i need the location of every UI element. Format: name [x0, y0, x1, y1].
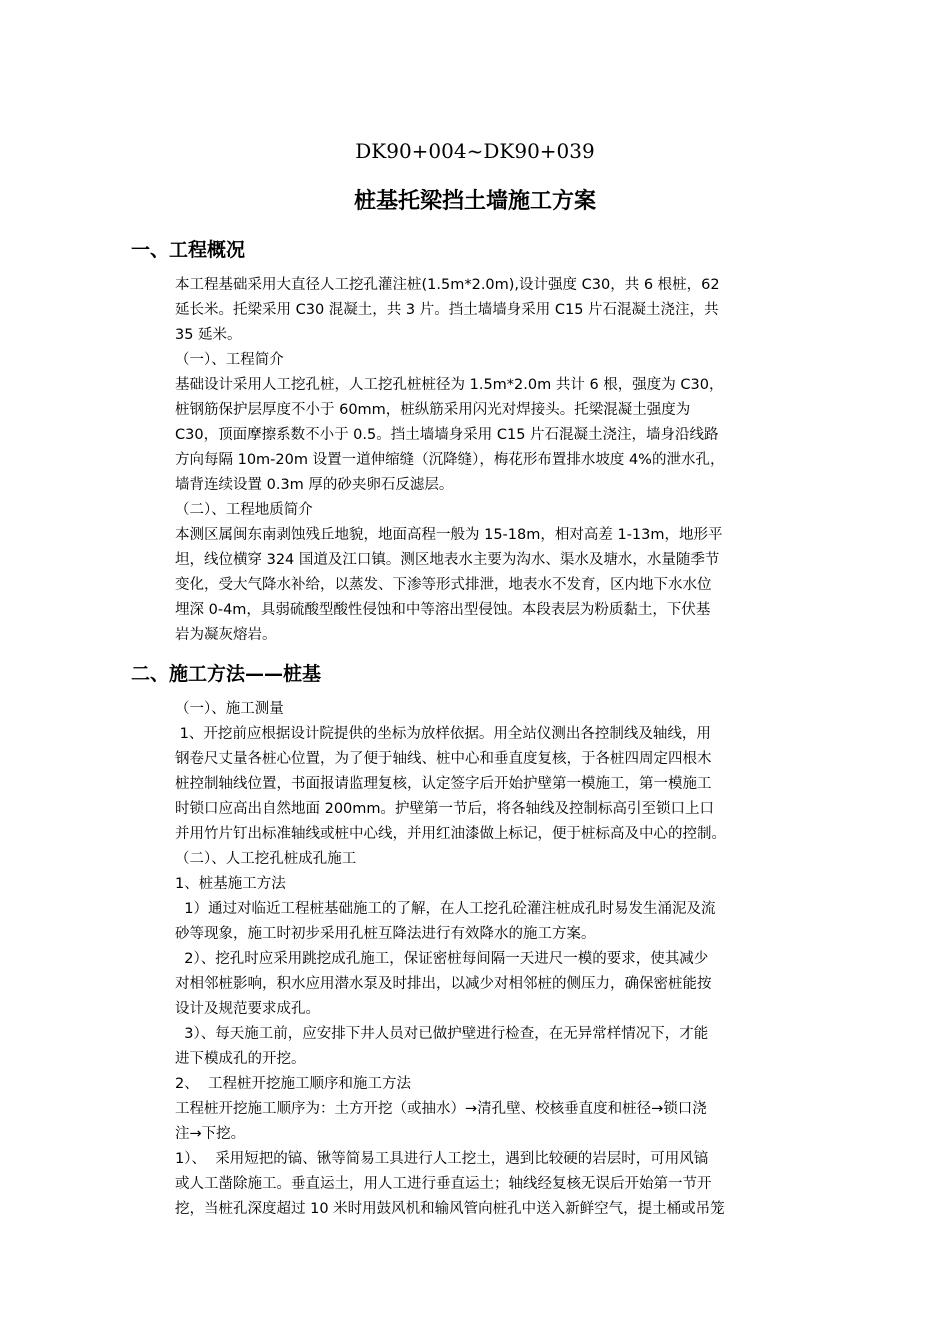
text-line: 时锁口应高出自然地面 200mm。护壁第一节后，将各轴线及控制标高引至锁口上口 [175, 801, 715, 817]
text-line: 本工程基础采用大直径人工挖孔灌注桩(1.5m*2.0m),设计强度 C30，共 6 根桩，62 [175, 277, 720, 293]
text-line: 2、 工程桩开挖施工顺序和施工方法 [175, 1076, 411, 1092]
overview-intro [175, 273, 815, 648]
document-subtitle: 桩基托梁挡土墙施工方案 [353, 189, 596, 214]
text-line: 本测区属闽东南剥蚀残丘地貌，地面高程一般为 15-18m，相对高差 1-13m，地形平 [175, 527, 723, 543]
section-heading-construction: 二、施工方法——桩基 [131, 663, 322, 685]
text-line: 注→下挖。 [175, 1126, 246, 1142]
text-line: 桩钢筋保护层厚度不小于 60mm，桩纵筋采用闪光对焊接头。托梁混凝土强度为 [175, 402, 691, 418]
text-line: 挖，当桩孔深度超过 10 米时用鼓风机和输风管向桩孔中送入新鲜空气，提土桶或吊笼 [175, 1201, 725, 1217]
construction-body [175, 697, 815, 1222]
text-line: 工程桩开挖施工顺序为：土方开挖（或抽水）→清孔壁、校核垂直度和桩径→锁口浇 [175, 1101, 707, 1117]
text-line: 1）通过对临近工程桩基础施工的了解，在人工挖孔砼灌注桩成孔时易发生涌泥及流 [175, 901, 716, 917]
subheading-survey: （一）、施工测量 [175, 701, 284, 717]
text-line: 或人工凿除施工。垂直运土，用人工进行垂直运土；轴线经复核无误后开始第一节开 [175, 1176, 712, 1192]
text-line: 2）、挖孔时应采用跳挖成孔施工，保证密桩每间隔一天进尺一模的要求，使其减少 [175, 951, 709, 967]
section-heading-overview: 一、工程概况 [131, 239, 246, 261]
text-line: 设计及规范要求成孔。 [175, 1001, 320, 1017]
text-line: 进下模成孔的开挖。 [175, 1051, 306, 1067]
text-line: 方向每隔 10m-20m 设置一道伸缩缝（沉降缝），梅花形布置排水坡度 4%的泄水孔， [175, 452, 725, 468]
text-line: 砂等现象，施工时初步采用孔桩互降法进行有效降水的施工方案。 [175, 926, 596, 942]
text-line: 桩控制轴线位置，书面报请监理复核，认定签字后开始护壁第一模施工，第一模施工 [175, 776, 712, 792]
text-line: 钢卷尺丈量各桩心位置，为了便于轴线、桩中心和垂直度复核，于各桩四周定四根木 [175, 751, 712, 767]
text-line: 对相邻桩影响，积水应用潜水泵及时排出，以减少对相邻桩的侧压力，确保密桩能按 [175, 976, 712, 992]
text-line: 基础设计采用人工挖孔桩，人工挖孔桩桩径为 1.5m*2.0m 共计 6 根，强度为 C30， [175, 377, 724, 393]
text-line: 并用竹片钉出标准轴线或桩中心线，并用红油漆做上标记，便于桩标高及中心的控制。 [175, 826, 726, 842]
subheading-project-brief: （一）、工程简介 [175, 352, 284, 368]
subheading-geology: （二）、工程地质简介 [175, 502, 313, 518]
document-title: DK90+004~DK90+039 [355, 139, 595, 163]
text-line: 墙背连续设置 0.3m 厚的砂夹卵石反滤层。 [175, 477, 454, 493]
subheading-pile-boring: （二）、人工挖孔桩成孔施工 [175, 851, 357, 867]
text-line: 1、桩基施工方法 [175, 876, 286, 892]
text-line: 变化，受大气降水补给，以蒸发、下渗等形式排泄，地表水不发育，区内地下水水位 [175, 577, 712, 593]
text-line: 岩为凝灰熔岩。 [175, 627, 277, 643]
text-line: 埋深 0-4m，具弱硫酸型酸性侵蚀和中等溶出型侵蚀。本段表层为粉质黏土，下伏基 [175, 602, 711, 618]
text-line: 延长米。托梁采用 C30 混凝土，共 3 片。挡土墙墙身采用 C15 片石混凝土浇注，共 [175, 302, 719, 318]
text-line: 1）、 采用短把的镐、锹等简易工具进行人工挖土，遇到比较硬的岩层时，可用风镐 [175, 1151, 709, 1167]
text-line: 35 延米。 [175, 327, 242, 343]
text-line: 坦，线位横穿 324 国道及江口镇。测区地表水主要为沟水、渠水及塘水，水量随季节 [175, 552, 720, 568]
text-line: 3）、每天施工前，应安排下井人员对已做护壁进行检查，在无异常样情况下，才能 [175, 1026, 709, 1042]
text-line: C30，顶面摩擦系数不小于 0.5。挡土墙墙身采用 C15 片石混凝土浇注，墙身沿线路 [175, 427, 719, 443]
text-line: 1、开挖前应根据设计院提供的坐标为放样依据。用全站仪测出各控制线及轴线，用 [175, 726, 711, 742]
